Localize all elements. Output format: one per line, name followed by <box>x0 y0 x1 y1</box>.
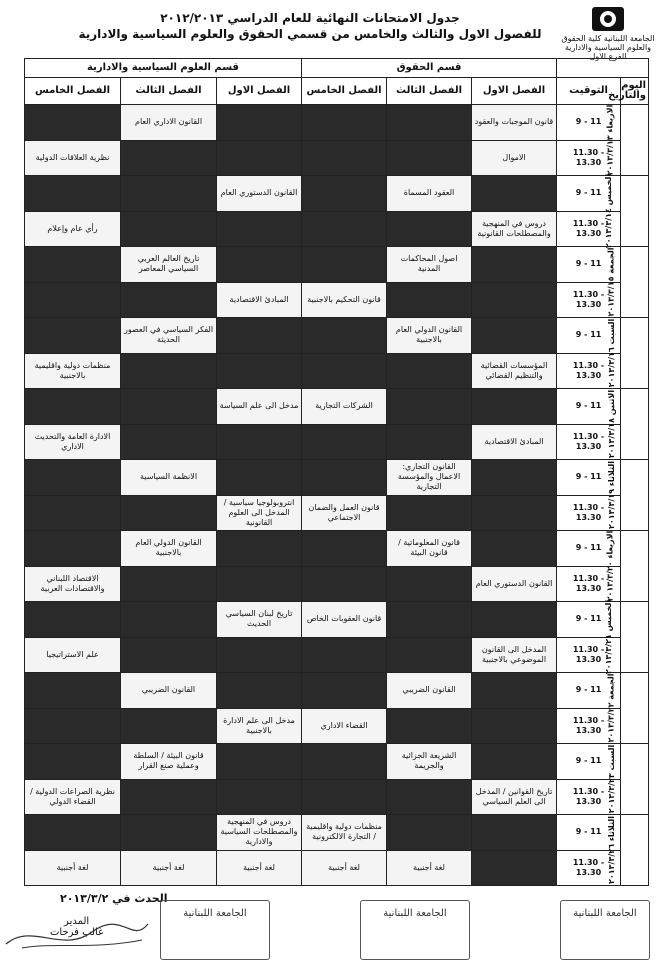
exam-cell <box>472 708 557 744</box>
col-pol-s5: الفصل الخامس <box>25 78 121 105</box>
exam-cell <box>472 460 557 496</box>
exam-cell: الشريعة الجزائية والجريمة <box>387 744 472 780</box>
exam-cell <box>387 602 472 638</box>
exam-cell <box>25 460 121 496</box>
exam-cell: تاريخ العالم العربي السياسي المعاصر <box>121 247 217 283</box>
table-row <box>25 602 649 638</box>
day-date-label: الاربعاء ٢٠١٣/٣/٢٠ <box>605 530 615 602</box>
exam-cell <box>302 105 387 141</box>
exam-cell <box>25 602 121 638</box>
day-date-label: الاربعاء ٢٠١٣/٣/١٣ <box>605 104 615 176</box>
col-pol-s1: الفصل الاول <box>217 78 302 105</box>
table-row <box>25 211 649 247</box>
exam-cell <box>25 176 121 212</box>
exam-cell: مدخل الى علم الادارة بالاجنبية <box>217 708 302 744</box>
exam-cell <box>121 353 217 389</box>
exam-cell <box>25 744 121 780</box>
exam-cell <box>25 318 121 354</box>
exam-cell <box>25 815 121 851</box>
time-slot-cell: 11.30 - 13.30 <box>557 282 621 318</box>
exam-cell: الفكر السياسي في العصور الحديثة <box>121 318 217 354</box>
exam-cell: القانون الضريبي <box>387 673 472 709</box>
time-slot-cell: 11.30 - 13.30 <box>557 140 621 176</box>
table-row <box>25 460 649 496</box>
time-slot-cell: 9 - 11 <box>557 673 621 709</box>
table-row <box>25 424 649 460</box>
exam-cell <box>387 779 472 815</box>
exam-cell <box>387 353 472 389</box>
dept-political: قسم العلوم السياسية والادارية <box>25 59 302 78</box>
day-date-label: السبت ٢٠١٣/٣/٢٣ <box>606 744 616 814</box>
time-slot-cell: 9 - 11 <box>557 531 621 567</box>
exam-cell <box>472 495 557 531</box>
exam-cell <box>217 211 302 247</box>
university-stamp <box>560 900 650 960</box>
col-pol-s3: الفصل الثالث <box>121 78 217 105</box>
logo-text: الجامعة اللبنانية كلية الحقوق والعلوم السياسية والادارية الفرع الاول <box>561 34 655 61</box>
table-row <box>25 850 649 886</box>
title-line-1: جدول الامتحانات النهائية للعام الدراسي ٢٠١٢/٢٠١٣ <box>160 11 460 25</box>
exam-cell <box>387 495 472 531</box>
col-time: التوقيت <box>557 78 621 105</box>
day-date-cell <box>606 744 649 815</box>
day-date-cell <box>605 530 649 602</box>
exam-cell: رأي عام وإعلام <box>25 211 121 247</box>
exam-cell <box>121 708 217 744</box>
exam-cell <box>472 815 557 851</box>
exam-cell: دروس في المنهجية والمصطلحات القانونية <box>472 211 557 247</box>
table-row <box>25 815 649 851</box>
table-row <box>25 708 649 744</box>
exam-cell <box>25 247 121 283</box>
time-slot-cell: 11.30 - 13.30 <box>557 850 621 886</box>
exam-cell <box>121 211 217 247</box>
day-date-cell <box>606 247 649 318</box>
exam-cell: لغة أجنبية <box>25 850 121 886</box>
exam-cell <box>387 105 472 141</box>
exam-cell: المؤسسات القضائية والتنظيم القضائي <box>472 353 557 389</box>
exam-cell <box>217 637 302 673</box>
time-slot-cell: 9 - 11 <box>557 318 621 354</box>
exam-cell <box>121 566 217 602</box>
table-row <box>25 282 649 318</box>
table-row <box>25 105 649 141</box>
exam-cell: الانظمة السياسية <box>121 460 217 496</box>
exam-cell <box>25 673 121 709</box>
table-row <box>25 318 649 354</box>
col-law-s3: الفصل الثالث <box>387 78 472 105</box>
exam-cell <box>302 318 387 354</box>
exam-cell <box>387 637 472 673</box>
time-slot-cell: 11.30 - 13.30 <box>557 424 621 460</box>
time-slot-cell: 9 - 11 <box>557 460 621 496</box>
exam-cell <box>217 744 302 780</box>
table-row <box>25 531 649 567</box>
exam-cell <box>472 673 557 709</box>
exam-cell <box>302 673 387 709</box>
exam-cell <box>302 779 387 815</box>
exam-cell <box>121 495 217 531</box>
exam-cell: القضاء الاداري <box>302 708 387 744</box>
exam-cell <box>217 140 302 176</box>
exam-cell: القانون الاداري العام <box>121 105 217 141</box>
col-law-s5: الفصل الخامس <box>302 78 387 105</box>
exam-cell <box>472 531 557 567</box>
university-logo <box>560 6 656 61</box>
table-row <box>25 673 649 709</box>
time-slot-cell: 9 - 11 <box>557 602 621 638</box>
table-row <box>25 176 649 212</box>
time-slot-cell: 11.30 - 13.30 <box>557 566 621 602</box>
time-slot-cell: 9 - 11 <box>557 176 621 212</box>
exam-cell <box>217 779 302 815</box>
exam-cell: الاموال <box>472 140 557 176</box>
time-slot-cell: 9 - 11 <box>557 105 621 141</box>
time-slot-cell: 11.30 - 13.30 <box>557 211 621 247</box>
table-row <box>25 779 649 815</box>
table-row <box>25 353 649 389</box>
exam-cell: مدخل الى علم السياسة <box>217 389 302 425</box>
day-date-label: الجمعة ٢٠١٣/٣/١٥ <box>606 247 616 317</box>
table-row <box>25 744 649 780</box>
day-date-label: الثلاثاء ٢٠١٣/٣/٢٦ <box>607 816 617 884</box>
exam-cell <box>387 566 472 602</box>
exam-cell: لغة أجنبية <box>121 850 217 886</box>
exam-cell: المبادئ الاقتصادية <box>217 282 302 318</box>
exam-cell: لغة أجنبية <box>302 850 387 886</box>
time-slot-cell: 9 - 11 <box>557 815 621 851</box>
schedule-body <box>25 105 649 886</box>
exam-cell <box>121 140 217 176</box>
exam-cell <box>387 282 472 318</box>
exam-cell: قانون العمل والضمان الاجتماعي <box>302 495 387 531</box>
exam-cell <box>25 389 121 425</box>
exam-cell <box>217 424 302 460</box>
exam-cell <box>302 247 387 283</box>
exam-cell <box>302 531 387 567</box>
table-row <box>25 389 649 425</box>
exam-cell <box>217 460 302 496</box>
exam-cell <box>472 247 557 283</box>
page-header <box>0 0 660 61</box>
exam-cell <box>472 318 557 354</box>
exam-cell <box>121 389 217 425</box>
time-slot-cell: 9 - 11 <box>557 247 621 283</box>
university-stamp <box>360 900 470 960</box>
col-day: اليوم والتاريخ <box>621 78 649 105</box>
table-row <box>25 140 649 176</box>
day-date-cell <box>606 318 649 389</box>
day-date-cell <box>603 599 649 675</box>
exam-cell <box>302 460 387 496</box>
exam-cell <box>217 673 302 709</box>
exam-cell <box>302 566 387 602</box>
day-date-label: الاثنين ٢٠١٣/٣/١٨ <box>606 389 616 459</box>
exam-cell <box>217 353 302 389</box>
exam-cell: منظمات دولية واقليمية / التجارة الالكترونية <box>302 815 387 851</box>
exam-cell: قانون الموجبات والعقود <box>472 105 557 141</box>
exam-cell <box>302 211 387 247</box>
exam-cell: القانون الدستوري العام <box>217 176 302 212</box>
exam-cell <box>25 495 121 531</box>
exam-cell <box>25 531 121 567</box>
day-date-label: الثلاثاء ٢٠١٣/٣/١٩ <box>607 461 617 529</box>
exam-cell: المدخل الى القانون الموضوعي بالاجنبية <box>472 637 557 673</box>
exam-cell <box>472 389 557 425</box>
exam-cell <box>121 176 217 212</box>
cedar-logo-icon <box>591 6 625 32</box>
exam-cell <box>217 318 302 354</box>
day-date-cell <box>606 673 649 744</box>
exam-cell <box>387 815 472 851</box>
exam-cell <box>387 389 472 425</box>
exam-cell <box>387 424 472 460</box>
exam-cell <box>121 815 217 851</box>
exam-cell <box>217 531 302 567</box>
exam-cell <box>387 211 472 247</box>
exam-cell <box>217 247 302 283</box>
day-date-label: الجمعة ٢٠١٣/٣/٢٢ <box>606 673 616 743</box>
stamp-text: الجامعة اللبنانية <box>183 908 247 919</box>
exam-cell <box>121 779 217 815</box>
exam-cell: الادارة العامة والتحديث الاداري <box>25 424 121 460</box>
document-title <box>70 10 550 42</box>
day-date-label: الخميس ٢٠١٣/٣/٢١ <box>603 599 613 675</box>
exam-cell: قانون المعلوماتية / قانون البيئة <box>387 531 472 567</box>
exam-cell <box>302 176 387 212</box>
exam-cell: دروس في المنهجية والمصطلحات السياسية والادارية <box>217 815 302 851</box>
exam-cell: القانون الدولي العام بالاجنبية <box>387 318 472 354</box>
issue-date: الحدث في ٢٠١٣/٣/٢ <box>60 892 168 905</box>
dept-law: قسم الحقوق <box>302 59 557 78</box>
table-row <box>25 495 649 531</box>
day-date-cell <box>603 173 649 249</box>
exam-cell: الاقتصاد اللبناني والاقتصادات العربية <box>25 566 121 602</box>
exam-cell <box>387 140 472 176</box>
exam-cell <box>302 140 387 176</box>
page-footer <box>0 890 660 964</box>
exam-cell <box>472 602 557 638</box>
exam-cell: القانون التجاري: الاعمال والمؤسسة التجارية <box>387 460 472 496</box>
day-date-cell <box>607 460 649 531</box>
exam-schedule-table <box>24 58 649 886</box>
signature-scribble-icon <box>2 914 152 954</box>
time-slot-cell: 11.30 - 13.30 <box>557 353 621 389</box>
exam-cell <box>25 708 121 744</box>
blank-dept-cell <box>557 59 649 78</box>
exam-cell <box>472 282 557 318</box>
time-slot-cell: 11.30 - 13.30 <box>557 779 621 815</box>
university-stamp <box>160 900 270 960</box>
stamp-text: الجامعة اللبنانية <box>383 908 447 919</box>
exam-cell <box>25 282 121 318</box>
title-line-2: للفصول الاول والثالث والخامس من قسمي الحقوق والعلوم السياسية والادارية <box>78 27 542 41</box>
exam-cell: منظمات دولية واقليمية بالاجنبية <box>25 353 121 389</box>
day-date-cell <box>605 104 649 176</box>
time-slot-cell: 9 - 11 <box>557 744 621 780</box>
table-row <box>25 566 649 602</box>
day-date-label: الخميس ٢٠١٣/٣/١٤ <box>603 173 613 249</box>
exam-cell: قانون البيئة / السلطة وعملية صنع القرار <box>121 744 217 780</box>
exam-cell: القانون الدولي العام بالاجنبية <box>121 531 217 567</box>
exam-cell: علم الاستراتيجيا <box>25 637 121 673</box>
department-header-row <box>25 59 649 78</box>
exam-cell <box>121 282 217 318</box>
exam-cell: العقود المسماة <box>387 176 472 212</box>
exam-cell <box>387 708 472 744</box>
time-slot-cell: 11.30 - 13.30 <box>557 708 621 744</box>
exam-cell <box>302 424 387 460</box>
exam-cell: قانون التحكيم بالاجنبية <box>302 282 387 318</box>
day-date-cell <box>606 389 649 460</box>
exam-cell: اصول المحاكمات المدنية <box>387 247 472 283</box>
exam-cell: تاريخ القوانين / المدخل الى العلم السياسي <box>472 779 557 815</box>
exam-cell: القانون الدستوري العام <box>472 566 557 602</box>
time-slot-cell: 9 - 11 <box>557 389 621 425</box>
exam-cell <box>302 744 387 780</box>
exam-cell: المبادئ الاقتصادية <box>472 424 557 460</box>
exam-cell <box>217 566 302 602</box>
exam-cell: انتروبولوجيا سياسية / المدخل الى العلوم القانونية <box>217 495 302 531</box>
director-title: المدير <box>64 916 90 927</box>
day-date-cell <box>607 815 649 886</box>
column-header-row <box>25 78 649 105</box>
exam-cell: لغة أجنبية <box>217 850 302 886</box>
exam-cell: نظرية الصراعات الدولية / القضاء الدولي <box>25 779 121 815</box>
director-name: غالب فرحات <box>50 927 104 938</box>
table-row <box>25 247 649 283</box>
exam-cell: الشركات التجارية <box>302 389 387 425</box>
exam-cell <box>302 353 387 389</box>
exam-cell <box>472 744 557 780</box>
exam-cell <box>472 850 557 886</box>
exam-cell <box>121 602 217 638</box>
time-slot-cell: 11.30 - 13.30 <box>557 495 621 531</box>
exam-cell <box>25 105 121 141</box>
exam-cell: القانون الضريبي <box>121 673 217 709</box>
stamp-text: الجامعة اللبنانية <box>573 908 637 919</box>
exam-cell <box>121 637 217 673</box>
table-row <box>25 637 649 673</box>
exam-cell <box>302 637 387 673</box>
exam-cell <box>217 105 302 141</box>
exam-cell: نظرية العلاقات الدولية <box>25 140 121 176</box>
exam-cell <box>472 176 557 212</box>
exam-cell: تاريخ لبنان السياسي الحديث <box>217 602 302 638</box>
time-slot-cell: 11.30 - 13.30 <box>557 637 621 673</box>
exam-cell: قانون العقوبات الخاص <box>302 602 387 638</box>
exam-cell: لغة أجنبية <box>387 850 472 886</box>
exam-cell <box>121 424 217 460</box>
col-law-s1: الفصل الاول <box>472 78 557 105</box>
day-date-label: السبت ٢٠١٣/٣/١٦ <box>606 318 616 388</box>
